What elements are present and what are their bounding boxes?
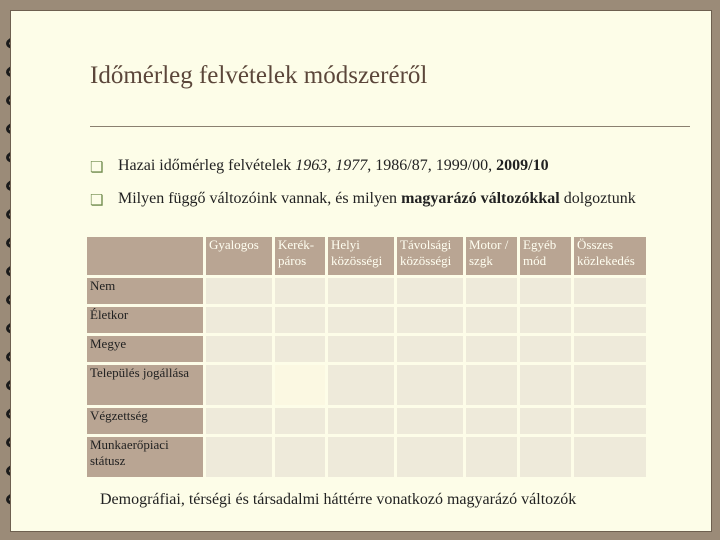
- checkbox-bullet-icon: ❏: [90, 158, 104, 176]
- row-label: Életkor: [87, 307, 203, 333]
- table-row: [87, 365, 646, 405]
- table-cell: [397, 408, 463, 434]
- table-row: [87, 336, 646, 362]
- table-cell: [328, 336, 394, 362]
- table-cell: [206, 278, 272, 304]
- bullet-text-segment: 1963, 1977: [295, 157, 368, 174]
- table-cell: [275, 278, 325, 304]
- table-cell: [206, 437, 272, 477]
- bullet-text: [118, 188, 658, 210]
- table-cell: [397, 437, 463, 477]
- table-cell: [466, 437, 517, 477]
- column-header: Motor / szgk: [466, 237, 517, 275]
- table-cell: [275, 437, 325, 477]
- table-header-row: [87, 237, 646, 275]
- table-cell: [328, 278, 394, 304]
- bullet-text-segment: dolgoztunk: [559, 190, 636, 207]
- table-cell: [520, 278, 571, 304]
- row-label: Megye: [87, 336, 203, 362]
- bullet-text-segment: , 1986/87, 1999/00,: [367, 157, 497, 174]
- table-cell: [206, 307, 272, 333]
- column-header: Gyalogos: [206, 237, 272, 275]
- table-cell: [574, 278, 646, 304]
- table-cell: [520, 365, 571, 405]
- column-header: Helyi közösségi: [328, 237, 394, 275]
- table-cell: [328, 437, 394, 477]
- table-cell: [206, 408, 272, 434]
- column-header: Összes közlekedés: [574, 237, 646, 275]
- table-corner-cell: [87, 237, 203, 275]
- row-label: Település jogállása: [87, 365, 203, 405]
- table-row: [87, 278, 646, 304]
- table-cell: [574, 336, 646, 362]
- title-divider: [90, 126, 690, 127]
- table-cell: [275, 408, 325, 434]
- checkbox-bullet-icon: ❏: [90, 191, 104, 209]
- table-cell: [397, 336, 463, 362]
- variables-table: [84, 234, 649, 480]
- table-cell: [397, 307, 463, 333]
- column-header: Kerék- páros: [275, 237, 325, 275]
- bullet-text: [118, 155, 658, 177]
- table-cell: [275, 307, 325, 333]
- table-row: [87, 307, 646, 333]
- column-header: Egyéb mód: [520, 237, 571, 275]
- bullet-text-segment: Hazai időmérleg felvételek: [118, 157, 296, 174]
- table-cell: [466, 365, 517, 405]
- table-cell: [574, 307, 646, 333]
- row-label: Nem: [87, 278, 203, 304]
- table-cell: [206, 365, 272, 405]
- slide-title: Időmérleg felvételek módszeréről: [90, 62, 428, 89]
- bullet-text-segment: magyarázó változókkal: [401, 190, 560, 207]
- table-cell: [466, 278, 517, 304]
- table-cell: [574, 365, 646, 405]
- table-cell: [328, 307, 394, 333]
- column-header: Távolsági közösségi: [397, 237, 463, 275]
- table-cell: [397, 278, 463, 304]
- table-cell: [206, 336, 272, 362]
- table-cell: [520, 336, 571, 362]
- table-cell: [466, 336, 517, 362]
- bullet-text-segment: Milyen függő változóink vannak, és milyen: [118, 190, 402, 207]
- bullet-text-segment: 2009/10: [496, 157, 549, 174]
- table-cell: [328, 408, 394, 434]
- table-cell: [466, 307, 517, 333]
- table-cell: [328, 365, 394, 405]
- table-cell: [574, 408, 646, 434]
- table-cell: [574, 437, 646, 477]
- table-cell: [275, 336, 325, 362]
- table-cell: [466, 408, 517, 434]
- table-row: [87, 437, 646, 477]
- table-cell: [397, 365, 463, 405]
- table-caption: Demográfiai, térségi és társadalmi háttérre vonatkozó magyarázó változók: [100, 491, 577, 508]
- table-row: [87, 408, 646, 434]
- row-label: Munkaerőpiaci státusz: [87, 437, 203, 477]
- table-cell: [520, 437, 571, 477]
- row-label: Végzettség: [87, 408, 203, 434]
- table-cell: [520, 408, 571, 434]
- table-cell: [520, 307, 571, 333]
- table-cell: [275, 365, 325, 405]
